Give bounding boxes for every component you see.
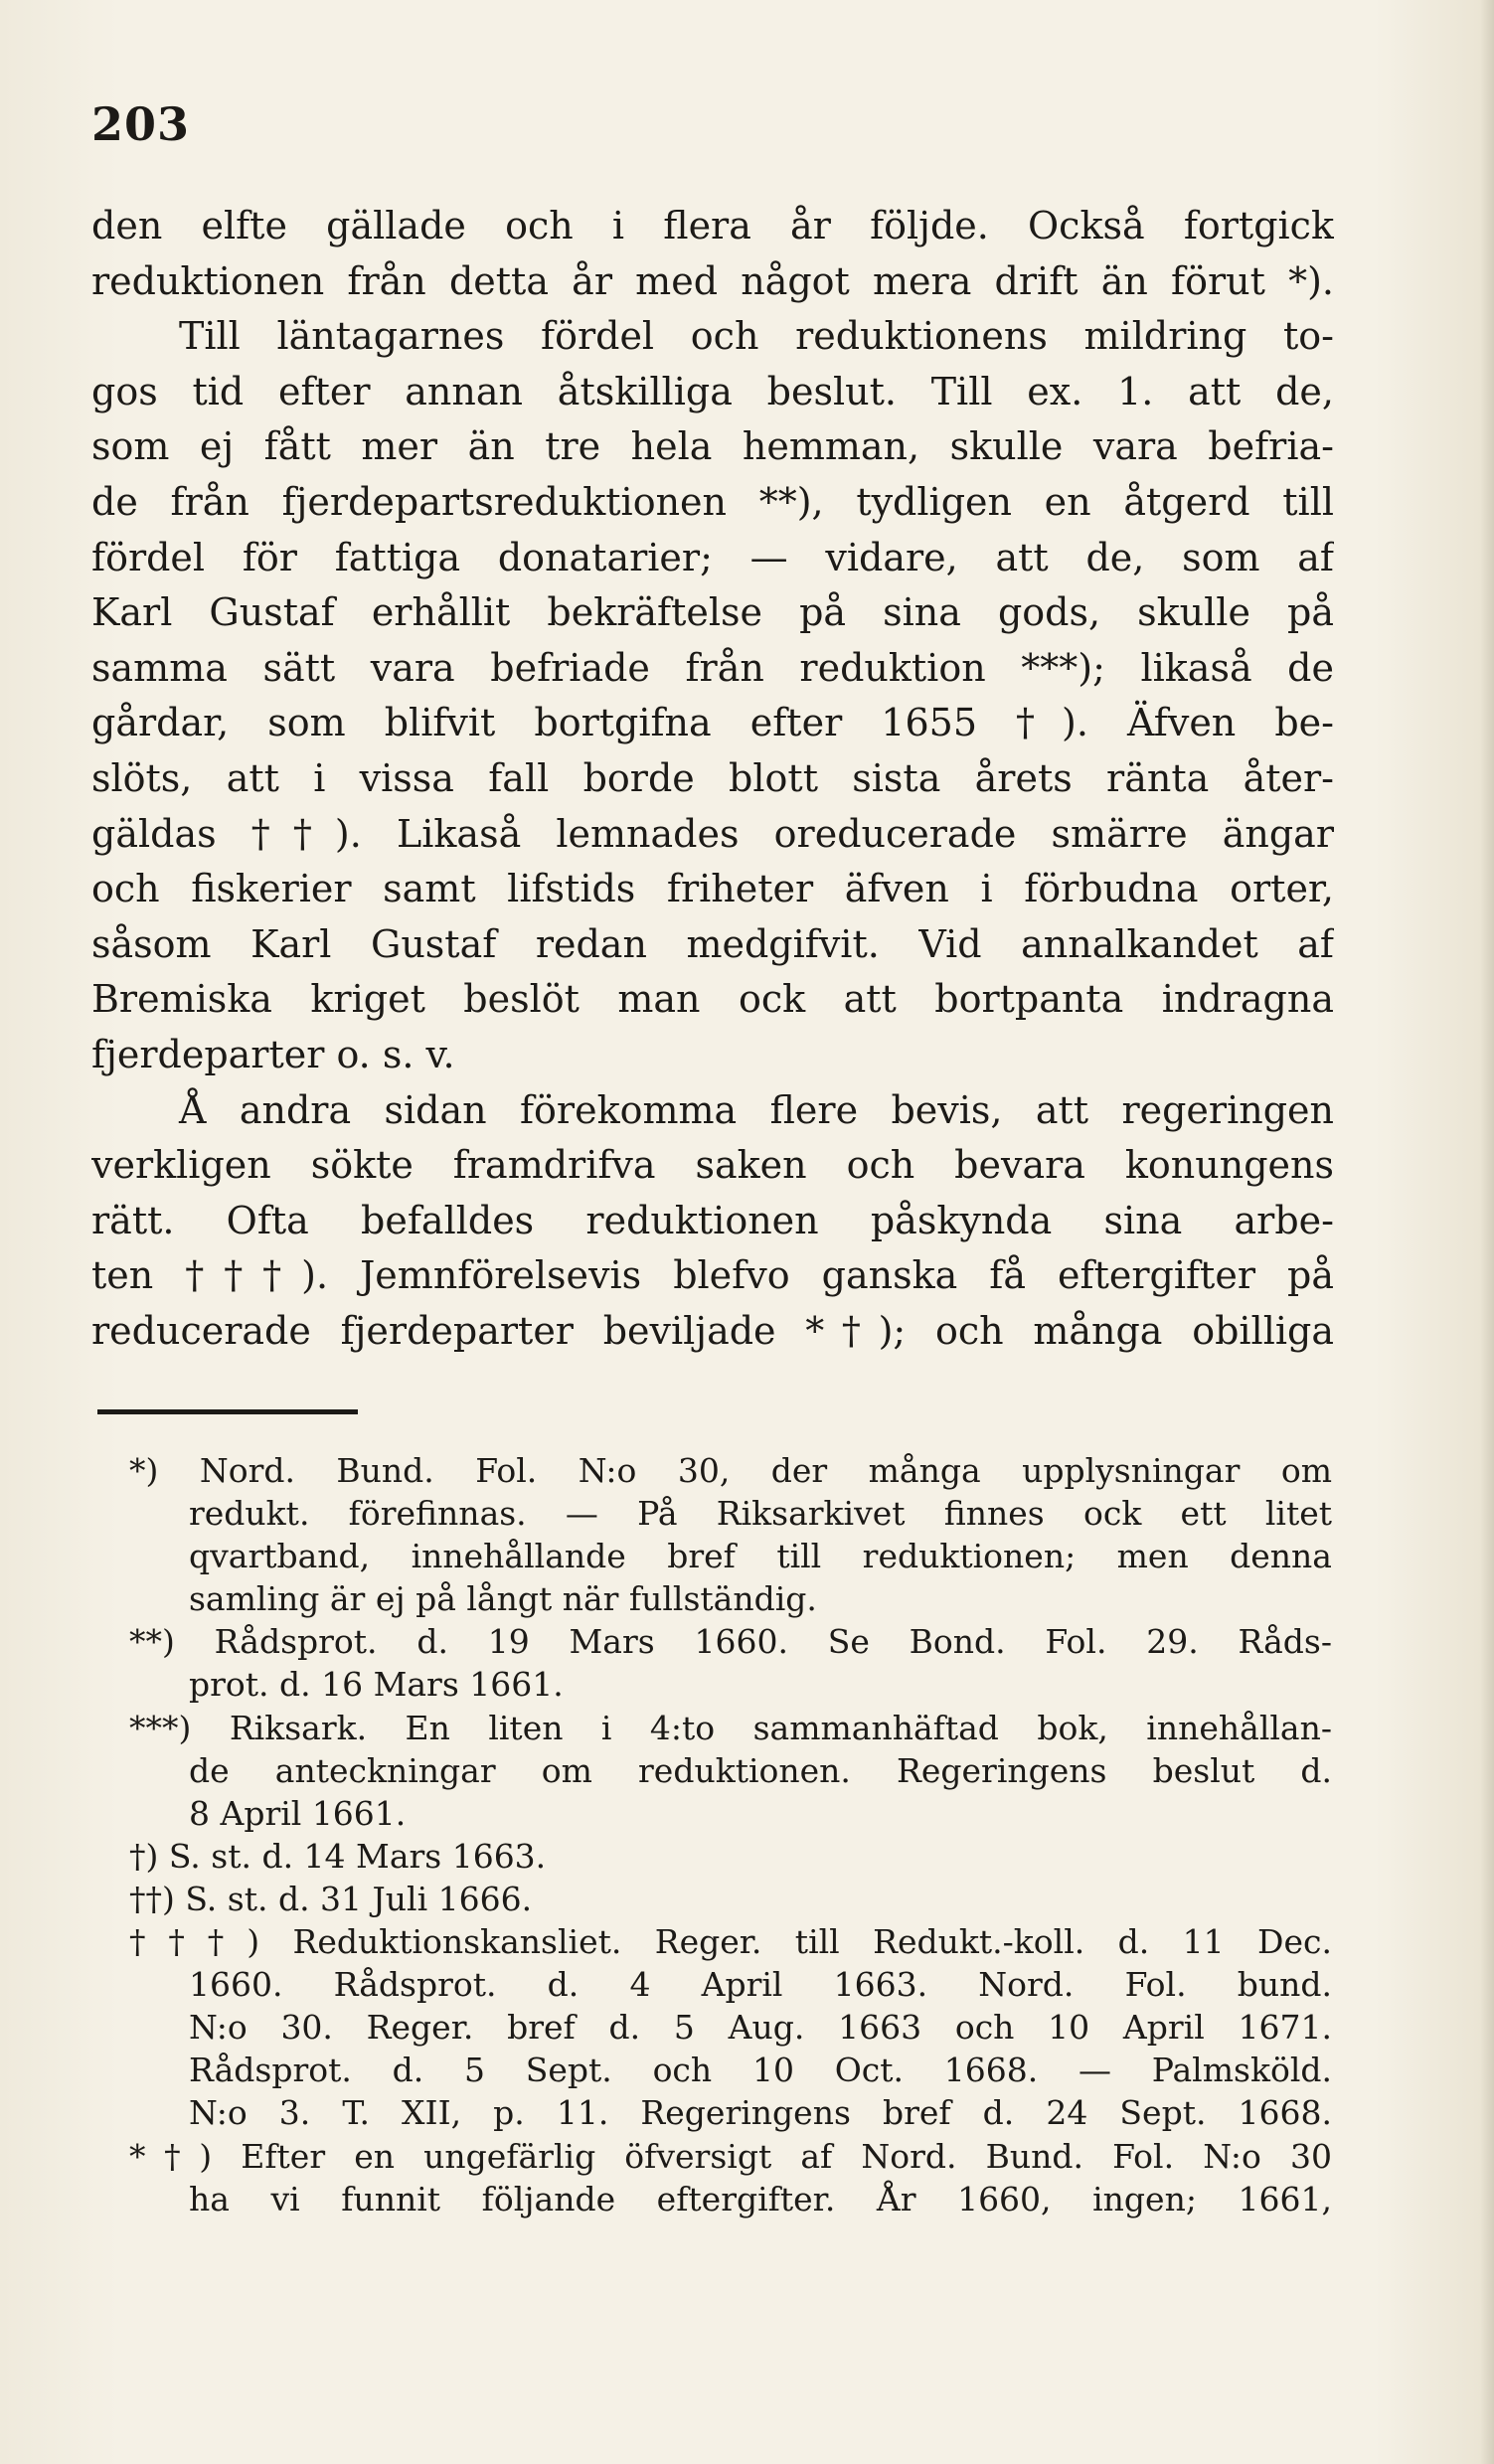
text-line: som ej fått mer än tre hela hemman, skulle vara befria-: [91, 424, 1334, 469]
footnote-line: †††) Reduktionskansliet. Reger. till Redukt.-koll. d. 11 Dec.: [129, 1922, 1332, 1962]
text-line: verkligen sökte framdrifva saken och bevara konungens: [91, 1143, 1334, 1188]
footnote-line: de anteckningar om reduktionen. Regeringens beslut d.: [189, 1750, 1332, 1790]
footnotes: [129, 1449, 1332, 2220]
text-line: gårdar, som blifvit bortgifna efter 1655 †). Äfven be-: [91, 701, 1334, 745]
footnote-line: *†) Efter en ungefärlig öfversigt af Nord. Bund. Fol. N:o 30: [129, 2136, 1332, 2176]
text-line: rätt. Ofta befalldes reduktionen påskynda sina arbe-: [91, 1198, 1334, 1242]
text-line: den elfte gällade och i flera år följde. Också fortgick: [91, 204, 1334, 247]
footnote-line: ††) S. st. d. 31 Juli 1666.: [129, 1879, 533, 1918]
footnote-line: Rådsprot. d. 5 Sept. och 10 Oct. 1668. — Palmsköld.: [189, 2051, 1332, 2090]
text-line: reducerade fjerdeparter beviljade *†); och många obilliga: [91, 1308, 1334, 1353]
text-line: Till läntagarnes fördel och reduktionens mildring to-: [179, 314, 1334, 359]
footnote-line: 1660. Rådsprot. d. 4 April 1663. Nord. Fol. bund.: [189, 1965, 1332, 2005]
text-line: Å andra sidan förekomma flere bevis, att regeringen: [179, 1087, 1334, 1132]
footnote-line: *) Nord. Bund. Fol. N:o 30, der många upplysningar om: [129, 1451, 1332, 1490]
footnote-line: samling är ej på långt när fullständig.: [189, 1579, 817, 1619]
text-line: reduktionen från detta år med något mera drift än förut *).: [91, 258, 1334, 303]
footnote-line: prot. d. 16 Mars 1661.: [189, 1665, 564, 1705]
text-line: de från fjerdepartsreduktionen **), tydligen en åtgerd till: [91, 479, 1334, 524]
footnote-line: redukt. förefinnas. — På Riksarkivet finnes ock ett litet: [189, 1494, 1332, 1534]
footnote-separator: [97, 1409, 358, 1414]
text-line: gos tid efter annan åtskilliga beslut. Till ex. 1. att de,: [91, 369, 1334, 413]
footnote-line: N:o 30. Reger. bref d. 5 Aug. 1663 och 10 April 1671.: [189, 2008, 1332, 2048]
footnote-line: ***) Riksark. En liten i 4:to sammanhäftad bok, innehållan-: [129, 1708, 1332, 1747]
text-line: fjerdeparter o. s. v.: [91, 1032, 455, 1076]
page-edge-shadow: [1480, 0, 1494, 2464]
text-line: Karl Gustaf erhållit bekräftelse på sina gods, skulle på: [91, 590, 1334, 635]
footnote-line: **) Rådsprot. d. 19 Mars 1660. Se Bond. Fol. 29. Råds-: [129, 1622, 1332, 1662]
main-text: [91, 199, 1334, 1359]
footnote-line: 8 April 1661.: [189, 1793, 407, 1833]
text-line: såsom Karl Gustaf redan medgifvit. Vid annalkandet af: [91, 921, 1334, 966]
footnote-line: N:o 3. T. XII, p. 11. Regeringens bref d. 24 Sept. 1668.: [189, 2093, 1332, 2133]
page-number: 203: [91, 97, 191, 151]
footnote-line: qvartband, innehållande bref till reduktionen; men denna: [189, 1537, 1332, 1576]
footnote-line: ha vi funnit följande eftergifter. År 1660, ingen; 1661,: [189, 2179, 1332, 2218]
footnote-line: †) S. st. d. 14 Mars 1663.: [129, 1836, 547, 1876]
text-line: och fiskerier samt lifstids friheter äfven i förbudna orter,: [91, 867, 1334, 911]
text-line: slöts, att i vissa fall borde blott sista årets ränta åter-: [91, 755, 1334, 800]
text-line: samma sätt vara befriade från reduktion ***); likaså de: [91, 645, 1334, 690]
text-line: ten †††). Jemnförelsevis blefvo ganska få eftergifter på: [91, 1253, 1334, 1298]
text-line: gäldas ††). Likaså lemnades oreducerade smärre ängar: [91, 811, 1334, 856]
text-line: Bremiska kriget beslöt man ock att bortpanta indragna: [91, 977, 1334, 1022]
text-line: fördel för fattiga donatarier; — vidare, att de, som af: [91, 535, 1334, 579]
